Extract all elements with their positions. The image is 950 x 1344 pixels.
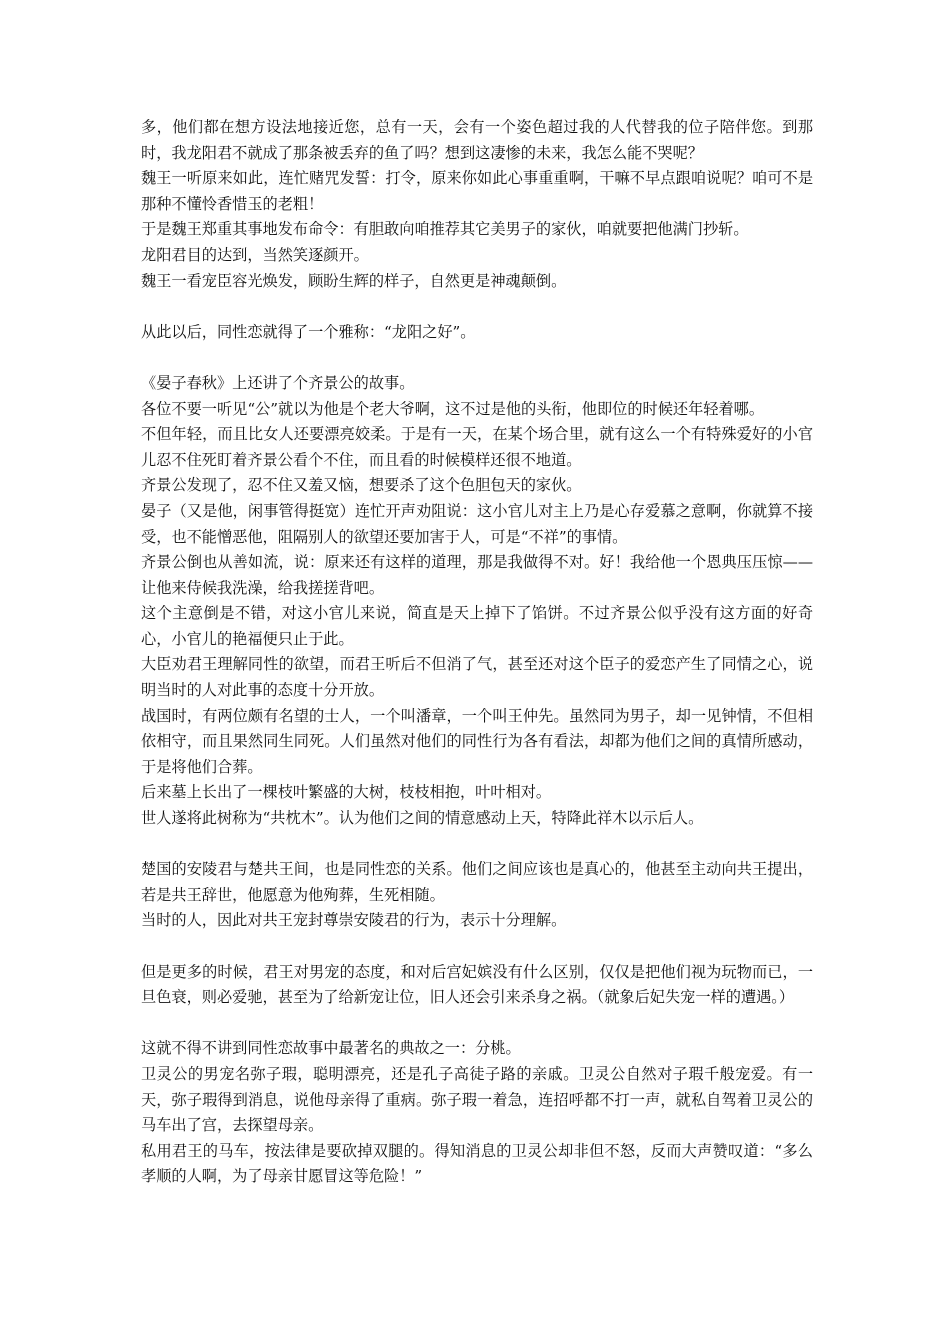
paragraph: 当时的人，因此对共王宠封尊崇安陵君的行为，表示十分理解。 [141, 911, 567, 930]
paragraph: 这个主意倒是不错，对这小官儿来说，简直是天上掉下了馅饼。不过齐景公似乎没有这方面的好奇心，小官儿的艳福便只止于此。 [141, 604, 813, 648]
paragraph: 齐景公发现了，忍不住又羞又恼，想要杀了这个色胆包天的家伙。 [141, 476, 582, 495]
paragraph: 从此以后，同性恋就得了一个雅称：“龙阳之好”。 [141, 322, 476, 341]
paragraph: 这就不得不讲到同性恋故事中最著名的典故之一：分桃。 [141, 1039, 521, 1058]
paragraph: 魏王一听原来如此，连忙赌咒发誓：打令，原来你如此心事重重啊，干嘛不早点跟咱说呢？咱可不是那种不懂怜香惜玉的老粗！ [141, 169, 813, 213]
paragraph: 战国时，有两位颇有名望的士人，一个叫潘章，一个叫王仲先。虽然同为男子，却一见钟情，不但相依相守，而且果然同生同死。人们虽然对他们的同性行为各有看法，却都为他们之间的真情所感动，于是将他们合葬。 [141, 706, 813, 776]
paragraph: 卫灵公的男宠名弥子瑕，聪明漂亮，还是孔子高徒子路的亲戚。卫灵公自然对子瑕千般宠爱。有一天，弥子瑕得到消息，说他母亲得了重病。弥子瑕一着急，连招呼都不打一声，就私自驾着卫灵公的马车出了宫，去探望母亲。 [141, 1064, 813, 1135]
blank-line [141, 934, 813, 960]
paragraph: 《晏子春秋》上还讲了个齐景公的故事。 [141, 373, 415, 392]
blank-line [141, 345, 813, 371]
paragraph: 各位不要一听见“公”就以为他是个老大爷啊，这不过是他的头衔，他即位的时候还年轻着哪。 [141, 399, 765, 418]
paragraph: 世人遂将此树称为“共枕木”。认为他们之间的情意感动上天，特降此祥木以示后人。 [141, 809, 704, 828]
paragraph: 楚国的安陵君与楚共王间，也是同性恋的关系。他们之间应该也是真心的，他甚至主动向共王提出，若是共王辞世，他愿意为他殉葬，生死相随。 [141, 860, 813, 904]
paragraph: 龙阳君目的达到，当然笑逐颜开。 [141, 245, 369, 264]
paragraph: 于是魏王郑重其事地发布命令：有胆敢向咱推荐其它美男子的家伙，咱就要把他满门抄斩。 [141, 220, 749, 239]
paragraph: 不但年轻，而且比女人还要漂亮姣柔。于是有一天，在某个场合里，就有这么一个有特殊爱好的小官儿忍不住死盯着齐景公看个不住，而且看的时候模样还很不地道。 [141, 425, 813, 469]
blank-line [141, 1011, 813, 1037]
paragraph: 多，他们都在想方设法地接近您，总有一天，会有一个姿色超过我的人代替我的位子陪伴您。到那时，我龙阳君不就成了那条被丢弃的鱼了吗？想到这凄惨的未来，我怎么能不哭呢？ [141, 118, 813, 162]
paragraph: 后来墓上长出了一棵枝叶繁盛的大树，枝枝相抱，叶叶相对。 [141, 783, 552, 802]
document-body [141, 115, 813, 1190]
blank-line [141, 294, 813, 320]
paragraph: 齐景公倒也从善如流，说：原来还有这样的道理，那是我做得不对。好！我给他一个恩典压压惊——让他来侍候我洗澡，给我搓搓背吧。 [141, 553, 813, 597]
paragraph: 但是更多的时候，君王对男宠的态度，和对后宫妃嫔没有什么区别，仅仅是把他们视为玩物而已，一旦色衰，则必爱驰，甚至为了给新宠让位，旧人还会引来杀身之祸。（就象后妃失宠一样的遭遇。） [141, 962, 813, 1007]
paragraph: 大臣劝君王理解同性的欲望，而君王听后不但消了气，甚至还对这个臣子的爱恋产生了同情之心，说明当时的人对此事的态度十分开放。 [141, 655, 813, 700]
blank-line [141, 832, 813, 858]
paragraph: 晏子（又是他，闲事管得挺宽）连忙开声劝阻说：这小官儿对主上乃是心存爱慕之意啊，你就算不接受，也不能憎恶他，阻隔别人的欲望还要加害于人，可是“不祥”的事情。 [141, 501, 813, 546]
paragraph: 私用君王的马车，按法律是要砍掉双腿的。得知消息的卫灵公却非但不怒，反而大声赞叹道：“多么孝顺的人啊，为了母亲甘愿冒这等危险！” [141, 1141, 813, 1186]
paragraph: 魏王一看宠臣容光焕发，顾盼生辉的样子，自然更是神魂颠倒。 [141, 271, 567, 290]
